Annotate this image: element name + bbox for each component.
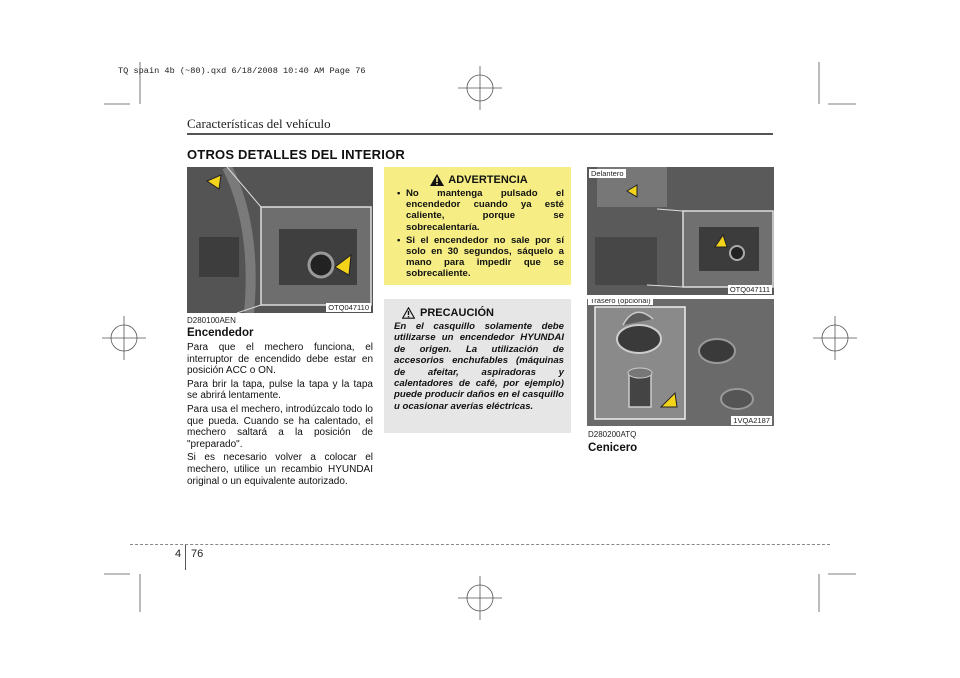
photo-label: Trasero (opcional) xyxy=(588,299,653,305)
page-divider xyxy=(185,544,186,570)
photo-lighter xyxy=(187,167,373,313)
warning-item: • Si el encendedor no sale por sí solo en 30 segundos, sáquelo a mano para impedir que se sobrecaliente. xyxy=(406,235,564,280)
photo-code: OTQ047111 xyxy=(729,285,770,294)
warning-box xyxy=(384,167,571,285)
paragraph: Para que el mechero funciona, el interruptor de encendido debe estar en posición ACC o ON. xyxy=(187,342,373,377)
warning-title: ADVERTENCIA xyxy=(448,174,528,186)
photo-code: 1VQA2187 xyxy=(733,416,770,425)
caution-box xyxy=(384,299,571,433)
footer-rule xyxy=(130,544,830,545)
rear-ashtray-illustration xyxy=(587,299,774,426)
photo-code: OTQ047110 xyxy=(328,303,369,312)
chapter-number: 4 xyxy=(175,548,182,560)
warning-icon xyxy=(430,174,444,186)
front-ashtray-illustration xyxy=(587,167,774,295)
encendedor-body xyxy=(187,342,373,489)
section-code: D280200ATQ xyxy=(588,430,637,439)
caution-text: En el casquillo solamente debe utilizarse un encendedor HYUNDAI de origen. La utilización de accesorios enchufables (máquinas de afeitar, aspiradoras y calentadores de café, por ejemplo) puede producir daños en el casquillo u ocasionar averías eléctricas. xyxy=(394,321,564,412)
section-code: D280100AEN xyxy=(187,316,236,325)
section-title: OTROS DETALLES DEL INTERIOR xyxy=(187,147,405,162)
paragraph: Si es necesario volver a colocar el mechero, utilice un recambio HYUNDAI original o un equivalente autorizado. xyxy=(187,452,373,487)
paragraph: Para brir la tapa, pulse la tapa y la tapa se abrirá lentamente. xyxy=(187,378,373,402)
photo-rear-ashtray xyxy=(587,299,774,426)
page-number: 76 xyxy=(191,548,204,560)
print-slug: TQ spain 4b (~80).qxd 6/18/2008 10:40 AM Page 76 xyxy=(118,66,366,76)
warning-item: • No mantenga pulsado el encendedor cuando ya esté caliente, porque se sobrecalentaría. xyxy=(406,188,564,233)
photo-label: Delantero xyxy=(591,169,624,178)
heading-cenicero: Cenicero xyxy=(588,442,638,454)
running-header: Características del vehículo xyxy=(187,116,331,131)
heading-encendedor: Encendedor xyxy=(187,327,254,339)
paragraph: Para usa el mechero, introdúzcalo todo lo que pueda. Cuando se ha calentado, el mechero saltará a la posición de "preparado". xyxy=(187,403,373,450)
caution-icon xyxy=(402,307,415,319)
photo-front-ashtray xyxy=(587,167,774,295)
lighter-illustration xyxy=(187,167,373,313)
caution-title: PRECAUCIÓN xyxy=(420,307,494,319)
header-rule xyxy=(187,133,773,135)
